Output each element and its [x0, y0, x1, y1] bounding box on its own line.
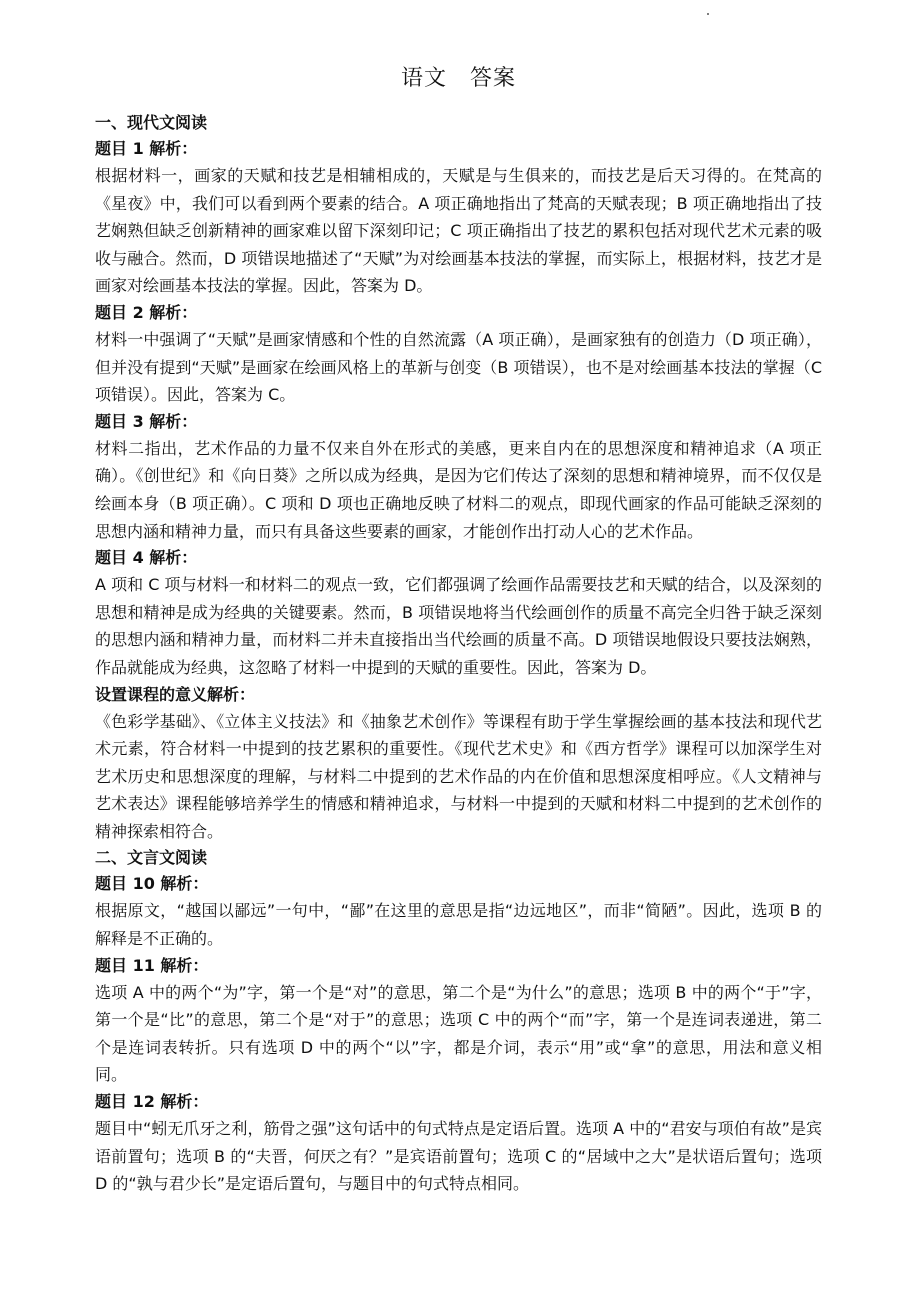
question-label: 题目 2 解析： — [95, 302, 198, 322]
section-modern-reading — [95, 110, 822, 845]
question-explanation: 材料二指出，艺术作品的力量不仅来自外在形式的美感，更来自内在的思想深度和精神追求（A 项正确）。《创世纪》和《向日葵》之所以成为经典，是因为它们传达了深刻的思想和精神境界，而不仅仅是绘画本身（B 项正确）。C 项和 D 项也正确地反映了材料二的观点，即现代画家的作品可能缺乏深刻的思想内涵和精神力量，而只有具备这些要素的画家，才能创作出打动人心的艺术作品。 — [95, 438, 822, 541]
question-explanation: 选项 A 中的两个“为”字，第一个是“对”的意思，第二个是“为什么”的意思；选项 B 中的两个“于”字，第一个是“比”的意思，第二个是“对于”的意思；选项 C 中的两个“而”字，第一个是连词表递进，第二个是连词表转折。只有选项 D 中的两个“以”字，都是介词，表示“用”或“拿”的意思，用法和意义相同。 — [95, 982, 822, 1085]
question-explanation: 根据原文，“越国以鄙远”一句中，“鄙”在这里的意思是指“边远地区”，而非“简陋”。因此，选项 B 的解释是不正确的。 — [95, 901, 822, 949]
question-label: 题目 11 解析： — [95, 955, 209, 975]
scan-speck — [707, 13, 709, 15]
question-item — [95, 682, 822, 846]
question-label: 题目 3 解析： — [95, 411, 198, 431]
question-explanation: 根据材料一，画家的天赋和技艺是相辅相成的，天赋是与生俱来的，而技艺是后天习得的。在梵高的《星夜》中，我们可以看到两个要素的结合。A 项正确地指出了梵高的天赋表现；B 项正确地指出了技艺娴熟但缺乏创新精神的画家难以留下深刻印记；C 项正确指出了技艺的累积包括对现代艺术元素的吸收与融合。然而，D 项错误地描述了“天赋”为对绘画基本技法的掌握，而实际上，根据材料，技艺才是画家对绘画基本技法的掌握。因此，答案为 D。 — [95, 166, 822, 296]
question-item — [95, 409, 822, 545]
question-label: 题目 1 解析： — [95, 139, 198, 158]
question-label: 题目 10 解析： — [95, 874, 209, 894]
question-explanation: A 项和 C 项与材料一和材料二的观点一致，它们都强调了绘画作品需要技艺和天赋的结合，以及深刻的思想和精神是成为经典的关键要素。然而，B 项错误地将当代绘画创作的质量不高完全归咎于缺乏深刻的思想内涵和精神力量，而材料二并未直接指出当代绘画的质量不高。D 项错误地假设只要技法娴熟，作品就能成为经典，这忽略了材料一中提到的天赋的重要性。因此，答案为 D。 — [95, 575, 822, 677]
question-explanation: 《色彩学基础》、《立体主义技法》和《抽象艺术创作》等课程有助于学生掌握绘画的基本技法和现代艺术元素，符合材料一中提到的技艺累积的重要性。《现代艺术史》和《西方哲学》课程可以加深学生对艺术历史和思想深度的理解，与材料二中提到的艺术作品的内在价值和思想深度相呼应。《人文精神与艺术表达》课程能够培养学生的情感和精神追求，与材料一中提到的天赋和材料二中提到的艺术创作的精神探索相符合。 — [95, 711, 822, 841]
question-item — [95, 953, 822, 1089]
question-explanation: 材料一中强调了“天赋”是画家情感和个性的自然流露（A 项正确），是画家独有的创造力（D 项正确），但并没有提到“天赋”是画家在绘画风格上的革新与创变（B 项错误），也不是对绘画基本技法的掌握（C 项错误）。因此，答案为 C。 — [95, 329, 822, 405]
question-label: 设置课程的意义解析： — [95, 684, 256, 704]
question-explanation: 题目中“蚓无爪牙之利，筋骨之强”这句话中的句式特点是定语后置。选项 A 中的“君安与项伯有故”是宾语前置句；选项 B 的“夫晋，何厌之有？”是宾语前置句；选项 C 的“居域中之大”是状语后置句；选项 D 的“孰与君少长”是定语后置句，与题目中的句式特点相同。 — [95, 1119, 822, 1194]
section-heading: 一、现代文阅读 — [95, 113, 208, 132]
question-item — [95, 1089, 822, 1198]
question-label: 题目 12 解析： — [95, 1092, 209, 1112]
document-title: 语文 答案 — [400, 66, 516, 91]
question-item — [95, 300, 822, 409]
section-classical-reading — [95, 845, 822, 1197]
question-item — [95, 545, 822, 681]
section-heading: 二、文言文阅读 — [95, 848, 208, 868]
question-item — [95, 871, 822, 952]
question-item — [95, 136, 822, 300]
answer-document — [95, 62, 822, 1198]
question-label: 题目 4 解析： — [95, 548, 198, 568]
